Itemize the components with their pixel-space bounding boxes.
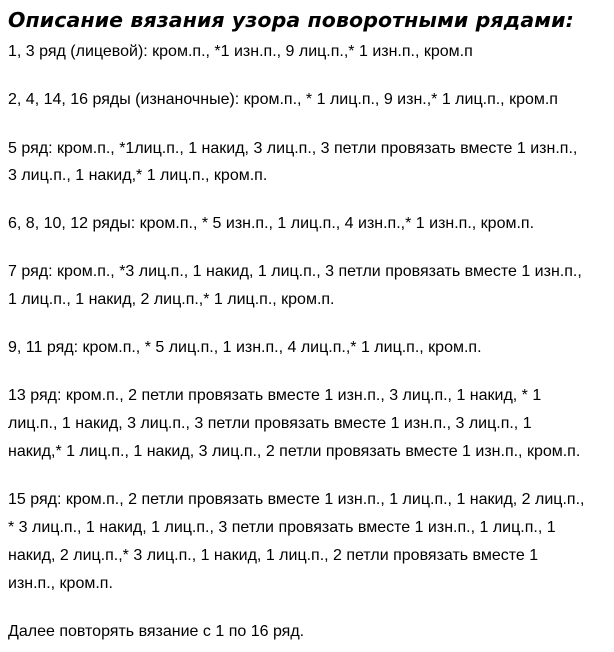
paragraph-row-13-line-3: накид,* 1 лиц.п., 1 накид, 3 лиц.п., 2 петли провязать вместе 1 изн.п., кром.п. bbox=[8, 443, 581, 460]
paragraph-row-9-11: 9, 11 ряд: кром.п., * 5 лиц.п., 1 изн.п., 4 лиц.п.,* 1 лиц.п., кром.п. bbox=[8, 339, 482, 356]
paragraph-row-13-line-1: 13 ряд: кром.п., 2 петли провязать вместе 1 изн.п., 3 лиц.п., 1 накид, * 1 bbox=[8, 387, 542, 404]
paragraph-row-13-line-2: лиц.п., 1 накид, 3 лиц.п., 3 петли провязать вместе 1 изн.п., 3 лиц.п., 1 bbox=[8, 415, 532, 432]
paragraph-row-15-line-4: изн.п., кром.п. bbox=[8, 575, 113, 592]
paragraph-row-7-line-2: 1 лиц.п., 1 накид, 2 лиц.п.,* 1 лиц.п., кром.п. bbox=[8, 291, 335, 308]
paragraph-row-7-line-1: 7 ряд: кром.п., *3 лиц.п., 1 накид, 1 лиц.п., 3 петли провязать вместе 1 изн.п., bbox=[8, 263, 582, 280]
page-title: Описание вязания узора поворотными рядами: bbox=[8, 8, 574, 32]
paragraph-row-15-line-3: накид, 2 лиц.п.,* 3 лиц.п., 1 накид, 1 лиц.п., 2 петли провязать вместе 1 bbox=[8, 547, 539, 564]
paragraph-row-2-4-14-16: 2, 4, 14, 16 ряды (изнаночные): кром.п., * 1 лиц.п., 9 изн.,* 1 лиц.п., кром.п bbox=[8, 91, 558, 108]
paragraph-repeat-note: Далее повторять вязание с 1 по 16 ряд. bbox=[8, 623, 305, 640]
paragraph-row-5-line-2: 3 лиц.п., 1 накид,* 1 лиц.п., кром.п. bbox=[8, 167, 268, 184]
paragraph-row-15-line-2: * 3 лиц.п., 1 накид, 1 лиц.п., 3 петли провязать вместе 1 изн.п., 1 лиц.п., 1 bbox=[8, 519, 556, 536]
paragraph-row-5-line-1: 5 ряд: кром.п., *1лиц.п., 1 накид, 3 лиц.п., 3 петли провязать вместе 1 изн.п., bbox=[8, 140, 578, 157]
paragraph-row-6-8-10-12: 6, 8, 10, 12 ряды: кром.п., * 5 изн.п., 1 лиц.п., 4 изн.п.,* 1 изн.п., кром.п. bbox=[8, 215, 535, 232]
paragraph-row-1-3: 1, 3 ряд (лицевой): кром.п., *1 изн.п., 9 лиц.п.,* 1 изн.п., кром.п bbox=[8, 43, 473, 60]
paragraph-row-15-line-1: 15 ряд: кром.п., 2 петли провязать вместе 1 изн.п., 1 лиц.п., 1 накид, 2 лиц.п., bbox=[8, 491, 585, 508]
